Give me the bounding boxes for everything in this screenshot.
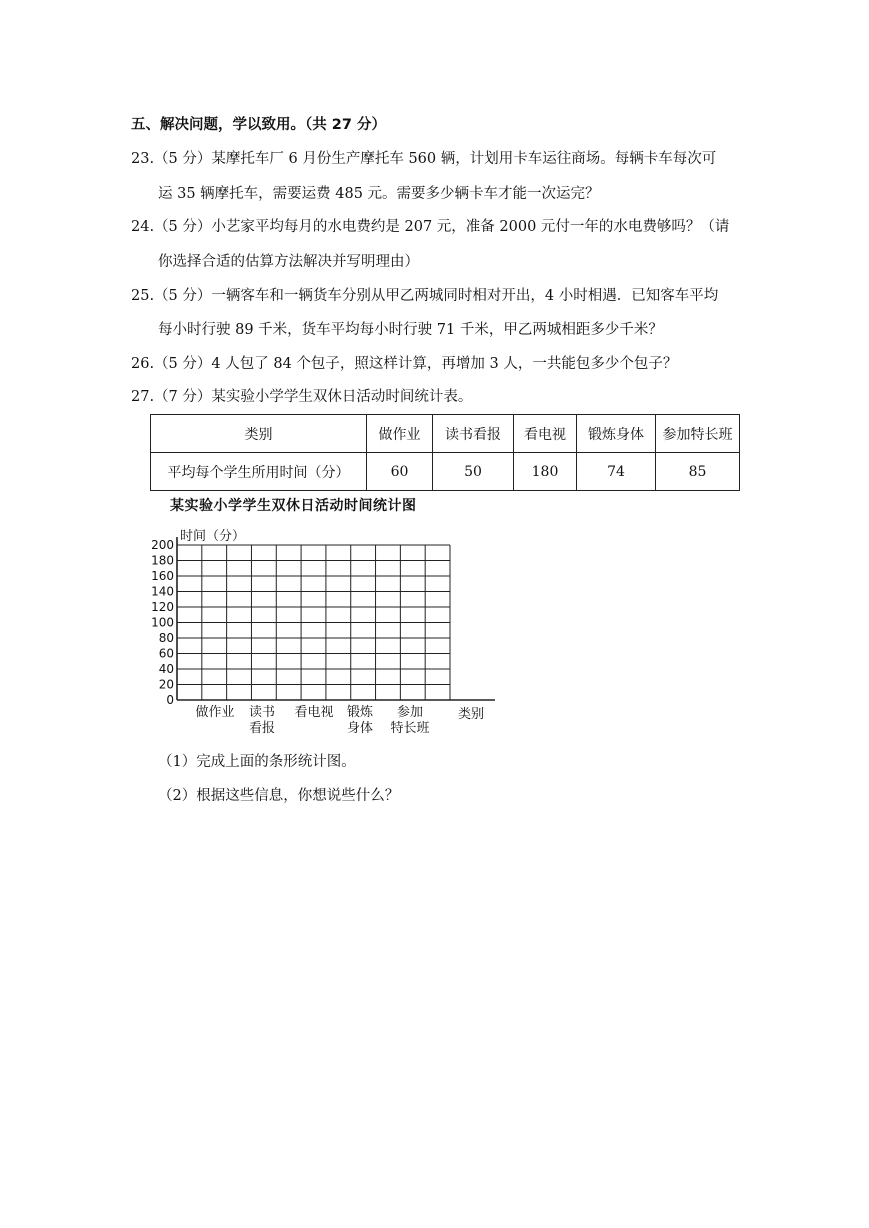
table-value-2: 180 bbox=[514, 453, 577, 491]
stats-table bbox=[150, 414, 740, 491]
x-category-label-line2: 身体 bbox=[346, 721, 374, 736]
y-tick-label: 160 bbox=[151, 569, 174, 583]
problem-26: 26.（5 分）4 人包了 84 个包子，照这样计算，再增加 3 人，一共能包多少个包子？ bbox=[131, 356, 678, 372]
table-col-1: 读书看报 bbox=[433, 415, 514, 453]
table-col-0: 做作业 bbox=[367, 415, 433, 453]
problem-23-line2: 运 35 辆摩托车，需要运费 485 元。需要多少辆卡车才能一次运完？ bbox=[158, 186, 600, 202]
chart-y-label: 时间（分） bbox=[180, 529, 246, 544]
section-heading: 五、解决问题，学以致用。（共 27 分） bbox=[131, 117, 387, 133]
table-value-1: 50 bbox=[433, 453, 514, 491]
problem-24-line1: 24.（5 分）小艺家平均每月的水电费约是 207 元，准备 2000 元付一年的水电费够吗？（请 bbox=[131, 219, 730, 235]
x-category-label: 参加 bbox=[396, 705, 424, 720]
x-category-label: 做作业 bbox=[195, 705, 235, 720]
y-tick-label: 120 bbox=[151, 600, 174, 614]
y-tick-label: 80 bbox=[158, 631, 174, 645]
table-header-row bbox=[151, 415, 740, 453]
sub-question-1: （1）完成上面的条形统计图。 bbox=[158, 754, 356, 770]
table-col-2: 看电视 bbox=[514, 415, 577, 453]
table-col-3: 锻炼身体 bbox=[577, 415, 656, 453]
problem-24-line2: 你选择合适的估算方法解决并写明理由） bbox=[158, 254, 419, 270]
x-category-label-line2: 看报 bbox=[248, 721, 276, 736]
table-value-3: 74 bbox=[577, 453, 656, 491]
chart-title: 某实验小学学生双休日活动时间统计图 bbox=[170, 498, 417, 514]
problem-25-line2: 每小时行驶 89 千米，货车平均每小时行驶 71 千米，甲乙两城相距多少千米？ bbox=[158, 322, 663, 338]
y-tick-label: 20 bbox=[158, 677, 174, 692]
x-category-label-line2: 特长班 bbox=[390, 721, 430, 736]
chart-y-ticks bbox=[151, 538, 174, 707]
sub-question-2: （2）根据这些信息，你想说些什么？ bbox=[158, 788, 400, 804]
table-value-row bbox=[151, 453, 740, 491]
table-value-4: 85 bbox=[656, 453, 740, 491]
chart-x-categories bbox=[195, 704, 429, 736]
problem-23-line1: 23.（5 分）某摩托车厂 6 月份生产摩托车 560 辆，计划用卡车运往商场。每辆卡车每次可 bbox=[131, 151, 717, 167]
chart-x-label: 类别 bbox=[458, 707, 485, 722]
y-tick-label: 100 bbox=[151, 615, 174, 630]
y-tick-label: 0 bbox=[166, 693, 174, 707]
table-col-4: 参加特长班 bbox=[656, 415, 740, 453]
table-header-label: 类别 bbox=[151, 415, 367, 453]
table-value-0: 60 bbox=[367, 453, 433, 491]
x-category-label: 读书 bbox=[248, 705, 276, 720]
bar-chart bbox=[140, 520, 510, 740]
x-category-label: 锻炼 bbox=[346, 705, 374, 720]
chart-grid bbox=[177, 537, 495, 700]
y-tick-label: 180 bbox=[151, 553, 174, 568]
y-tick-label: 200 bbox=[151, 538, 174, 552]
problem-25-line1: 25.（5 分）一辆客车和一辆货车分别从甲乙两城同时相对开出，4 小时相遇．已知客车平均 bbox=[131, 288, 719, 304]
y-tick-label: 40 bbox=[158, 662, 174, 676]
table-row-label: 平均每个学生所用时间（分） bbox=[151, 453, 367, 491]
y-tick-label: 140 bbox=[151, 584, 174, 599]
x-category-label: 看电视 bbox=[294, 705, 334, 720]
y-tick-label: 60 bbox=[158, 646, 174, 661]
problem-27: 27.（7 分）某实验小学学生双休日活动时间统计表。 bbox=[131, 389, 473, 405]
